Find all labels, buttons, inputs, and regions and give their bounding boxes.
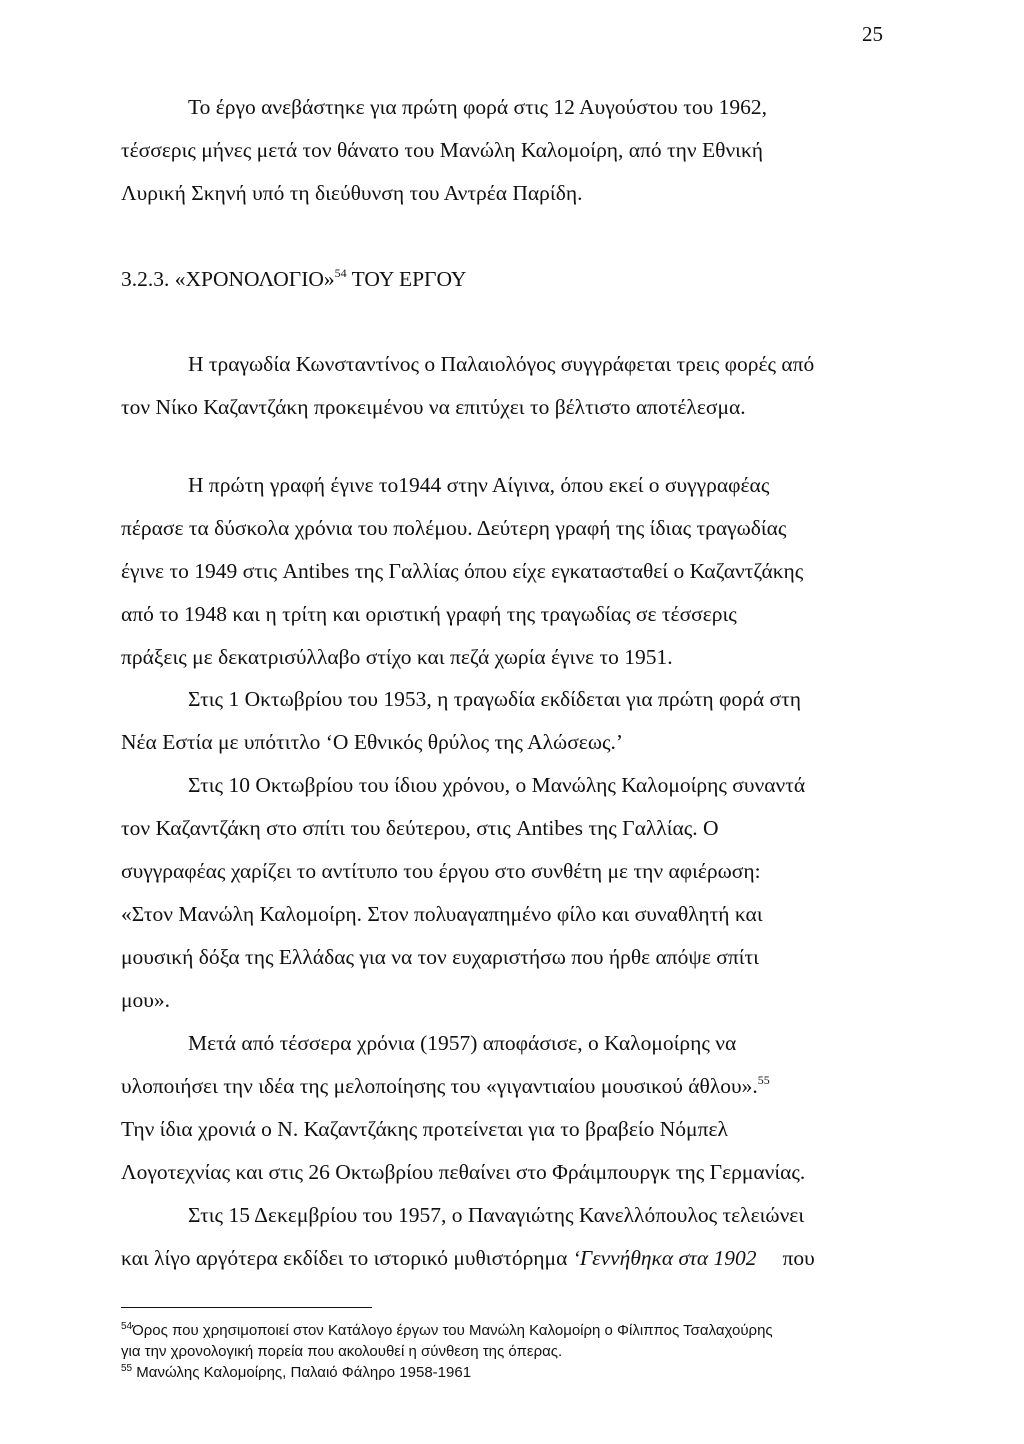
text-line: Λογοτεχνίας και στις 26 Οκτωβρίου πεθαίνει στο Φράιμπουργκ της Γερμανίας. [121,1160,806,1184]
footnote-54 [121,1321,773,1341]
text-run: που [782,1246,815,1270]
text-line: συγγραφέας χαρίζει το αντίτυπο του έργου στο συνθέτη με την αφιέρωση: [121,859,761,883]
text-line: τον Καζαντζάκη στο σπίτι του δεύτερου, στις Antibes της Γαλλίας. Ο [121,816,719,840]
text-line: Στις 15 Δεκεμβρίου του 1957, ο Παναγιώτης Κανελλόπουλος τελειώνει [188,1203,805,1227]
text-line: τέσσερις μήνες μετά τον θάνατο του Μανώλη Καλομοίρη, από την Εθνική [121,138,764,162]
footnote-ref-55: 55 [757,1073,770,1087]
footnote-number: 54 [121,1321,133,1332]
text-run: και λίγο αργότερα εκδίδει το ιστορικό μυθιστόρημα [121,1246,573,1270]
footnote-text: Όρος που χρησιμοποιεί στον Κατάλογο έργων του Μανώλη Καλομοίρη ο Φίλιππος Τσαλαχούρης [132,1322,773,1339]
heading-title-b: ΤΟΥ ΕΡΓΟΥ [351,267,467,291]
book-title: ‘Γεννήθηκα στα 1902 [572,1246,757,1270]
text-line: πέρασε τα δύσκολα χρόνια του πολέμου. Δεύτερη γραφή της ίδιας τραγωδίας [121,516,787,540]
text-line: «Στον Μανώλη Καλομοίρη. Στον πολυαγαπημένο φίλο και συναθλητή και [121,902,763,926]
text-line: Στις 1 Οκτωβρίου του 1953, η τραγωδία εκδίδεται για πρώτη φορά στη [188,687,802,711]
text-line: έγινε το 1949 στις Antibes της Γαλλίας όπου είχε εγκατασταθεί ο Καζαντζάκης [121,559,804,583]
text-line: μου». [121,988,171,1012]
footnote-number: 55 [121,1363,133,1374]
text-line: πράξεις με δεκατρισύλλαβο στίχο και πεζά χωρία έγινε το 1951. [121,645,673,669]
footnote-separator [121,1307,372,1308]
page-number: 25 [862,22,883,46]
footnote-54-cont: για την χρονολογική πορεία που ακολουθεί η σύνθεση της όπερας. [121,1343,563,1360]
footnote-text: Μανώλης Καλομοίρης, Παλαιό Φάληρο 1958-1961 [136,1364,472,1381]
section-heading [121,265,466,293]
text-line: από το 1948 και η τρίτη και οριστική γραφή της τραγωδίας σε τέσσερις [121,602,737,626]
text-run: υλοποιήσει την ιδέα της μελοποίησης του «γιγαντιαίου μουσικού άθλου». [121,1074,758,1098]
text-line [121,1244,815,1272]
text-line: Το έργο ανεβάστηκε για πρώτη φορά στις 12 Αυγούστου του 1962, [188,95,767,119]
text-line: τον Νίκο Καζαντζάκη προκειμένου να επιτύχει το βέλτιστο αποτέλεσμα. [121,395,746,419]
text-line: Η τραγωδία Κωνσταντίνος ο Παλαιολόγος συγγράφεται τρεις φορές από [188,352,815,376]
text-line: Την ίδια χρονιά ο Ν. Καζαντζάκης προτείνεται για το βραβείο Νόμπελ [121,1117,728,1141]
text-line: Μετά από τέσσερα χρόνια (1957) αποφάσισε, ο Καλομοίρης να [188,1031,737,1055]
heading-title-a: «ΧΡΟΝΟΛΟΓΙΟ» [174,267,335,291]
text-line: Στις 10 Οκτωβρίου του ίδιου χρόνου, ο Μανώλης Καλομοίρης συναντά [188,773,806,797]
footnote-ref-54: 54 [334,266,347,280]
text-line: Λυρική Σκηνή υπό τη διεύθυνση του Αντρέα Παρίδη. [121,181,583,205]
text-line: Νέα Εστία με υπότιτλο ‘Ο Εθνικός θρύλος της Αλώσεως.’ [121,730,624,754]
text-line: Η πρώτη γραφή έγινε το1944 στην Αίγινα, όπου εκεί ο συγγραφέας [188,473,770,497]
footnote-55 [121,1363,471,1383]
text-line: μουσική δόξα της Ελλάδας για να τον ευχαριστήσω που ήρθε απόψε σπίτι [121,945,759,969]
heading-number: 3.2.3. [121,267,170,291]
text-line [121,1072,770,1100]
